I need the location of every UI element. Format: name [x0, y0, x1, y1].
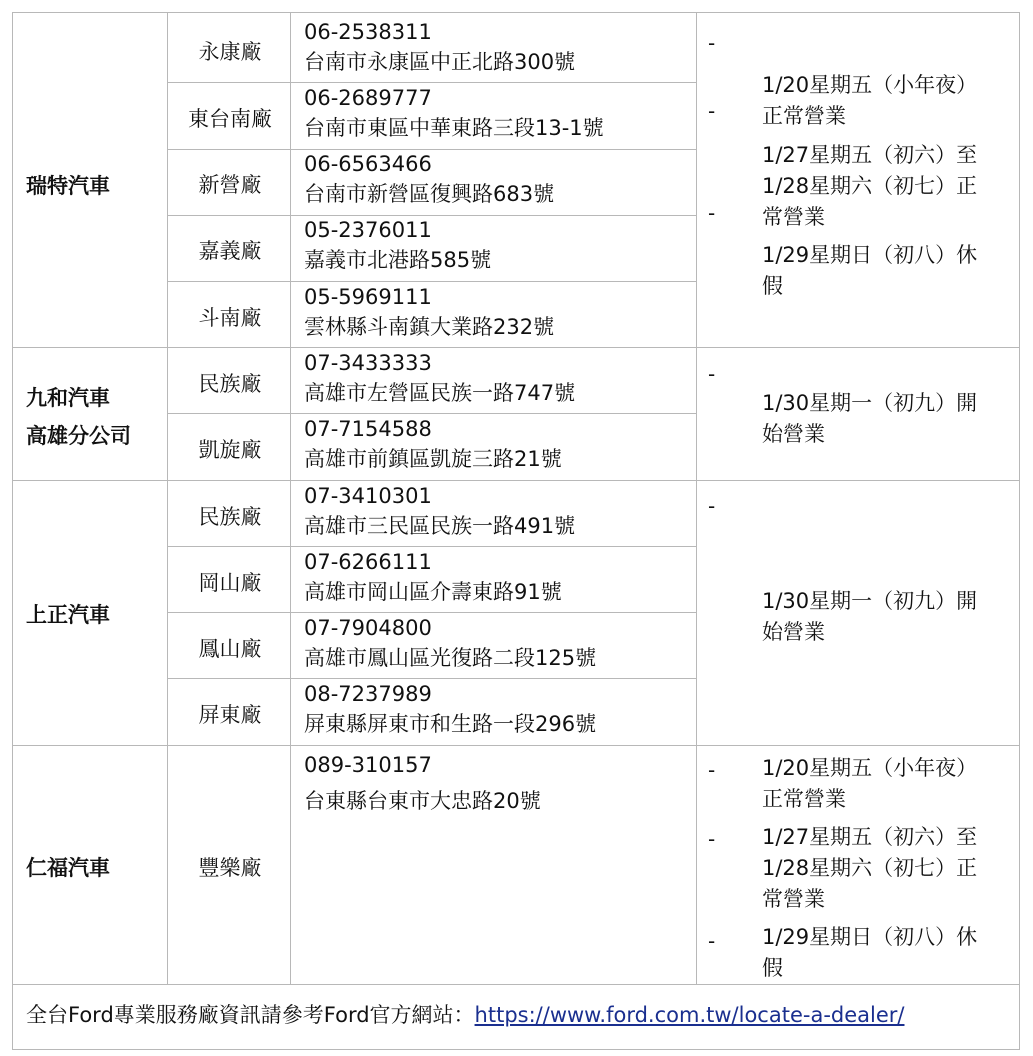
bullet-dash: -	[708, 827, 716, 851]
branch-name: 岡山廠	[198, 571, 262, 595]
footer-text: 全台Ford專業服務廠資訊請參考Ford官方網站：	[26, 1003, 475, 1027]
branch-phone: 05-2376011	[304, 218, 432, 242]
bullet-dash: -	[708, 494, 716, 518]
hours-line: 常營業	[762, 887, 825, 911]
branch-address: 台南市永康區中正北路300號	[304, 50, 576, 74]
footer-divider	[12, 984, 1020, 985]
branch-name: 民族廠	[198, 372, 262, 396]
column-divider	[696, 12, 697, 984]
bullet-dash: -	[708, 362, 716, 386]
hours-line: 正常營業	[762, 104, 846, 128]
branch-address: 嘉義市北港路585號	[304, 248, 492, 272]
hours-line: 1/30星期一（初九）開	[762, 391, 978, 415]
branch-name: 鳳山廠	[198, 637, 262, 661]
bullet-dash: -	[708, 201, 716, 225]
hours-line: 1/27星期五（初六）至	[762, 143, 978, 167]
branch-phone: 06-2538311	[304, 20, 432, 44]
dealer-name: 瑞特汽車	[26, 174, 110, 198]
branch-phone: 089-310157	[304, 753, 432, 777]
group-divider	[12, 347, 1020, 348]
branch-address: 高雄市三民區民族一路491號	[304, 514, 576, 538]
branch-name: 嘉義廠	[198, 239, 262, 263]
table-border-bottom	[12, 1049, 1020, 1050]
dealer-name: 九和汽車	[26, 386, 110, 410]
branch-name: 屏東廠	[198, 703, 262, 727]
bullet-dash: -	[708, 99, 716, 123]
branch-name: 民族廠	[198, 505, 262, 529]
bullet-dash: -	[708, 758, 716, 782]
branch-address: 高雄市鳳山區光復路二段125號	[304, 646, 597, 670]
branch-name: 豐樂廠	[198, 856, 262, 880]
hours-line: 1/28星期六（初七）正	[762, 856, 978, 880]
branch-address: 台南市新營區復興路683號	[304, 182, 555, 206]
table-border-top	[12, 12, 1020, 13]
branch-address: 台東縣台東市大忠路20號	[304, 789, 541, 813]
hours-line: 1/20星期五（小年夜）	[762, 73, 978, 97]
branch-name: 東台南廠	[188, 107, 272, 131]
branch-address: 台南市東區中華東路三段13-1號	[304, 116, 604, 140]
branch-phone: 07-7904800	[304, 616, 432, 640]
hours-line: 始營業	[762, 422, 825, 446]
branch-name: 永康廠	[198, 40, 262, 64]
hours-line: 正常營業	[762, 787, 846, 811]
hours-line: 假	[762, 956, 783, 980]
branch-address: 屏東縣屏東市和生路一段296號	[304, 712, 597, 736]
branch-name: 斗南廠	[198, 306, 262, 330]
dealer-name: 高雄分公司	[26, 424, 131, 448]
hours-line: 1/29星期日（初八）休	[762, 925, 978, 949]
ford-dealer-link[interactable]: https://www.ford.com.tw/locate-a-dealer/	[474, 1003, 905, 1027]
hours-line: 1/27星期五（初六）至	[762, 825, 978, 849]
branch-phone: 07-6266111	[304, 550, 432, 574]
hours-line: 常營業	[762, 205, 825, 229]
bullet-dash: -	[708, 929, 716, 953]
dealer-name: 上正汽車	[26, 603, 110, 627]
branch-phone: 06-6563466	[304, 152, 432, 176]
branch-phone: 07-3433333	[304, 351, 432, 375]
branch-phone: 07-7154588	[304, 417, 432, 441]
hours-line: 1/20星期五（小年夜）	[762, 756, 978, 780]
branch-phone: 05-5969111	[304, 285, 432, 309]
table-border-right	[1019, 12, 1020, 1050]
branch-phone: 07-3410301	[304, 484, 432, 508]
group-divider	[12, 480, 1020, 481]
hours-line: 始營業	[762, 620, 825, 644]
table-border-left	[12, 12, 13, 1050]
bullet-dash: -	[708, 31, 716, 55]
branch-address: 高雄市岡山區介壽東路91號	[304, 580, 562, 604]
hours-line: 1/30星期一（初九）開	[762, 589, 978, 613]
dealer-name: 仁福汽車	[26, 856, 110, 880]
hours-line: 1/29星期日（初八）休	[762, 243, 978, 267]
column-divider	[167, 12, 168, 984]
branch-phone: 08-7237989	[304, 682, 432, 706]
column-divider	[290, 12, 291, 984]
branch-phone: 06-2689777	[304, 86, 432, 110]
hours-line: 1/28星期六（初七）正	[762, 174, 978, 198]
hours-line: 假	[762, 274, 783, 298]
branch-address: 高雄市左營區民族一路747號	[304, 381, 576, 405]
branch-name: 新營廠	[198, 173, 262, 197]
footer-note	[26, 1000, 904, 1030]
group-divider	[12, 745, 1020, 746]
branch-name: 凱旋廠	[198, 438, 262, 462]
branch-address: 雲林縣斗南鎮大業路232號	[304, 315, 555, 339]
branch-address: 高雄市前鎮區凱旋三路21號	[304, 447, 562, 471]
